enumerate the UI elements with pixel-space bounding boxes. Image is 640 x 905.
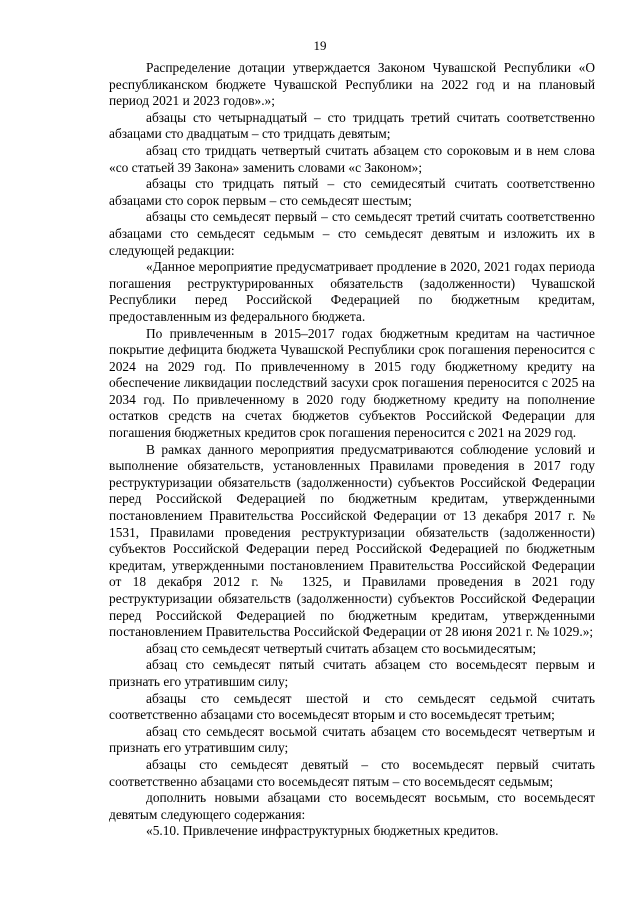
document-body [109,60,595,840]
paragraph: абзацы сто семьдесят шестой и сто семьдесят седьмой считать соответственно абзацами сто восемьдесят вторым и сто восемьдесят третьим; [109,690,595,723]
paragraph: Распределение дотации утверждается Законом Чувашской Республики «О республиканском бюджете Чувашской Республики на 2022 год и на плановый период 2021 и 2023 годов».»; [109,60,595,109]
paragraph: абзац сто семьдесят четвертый считать абзацем сто восьмидесятым; [146,640,537,656]
paragraph: абзац сто семьдесят восьмой считать абзацем сто восемьдесят четвертым и признать его утратившим силу; [109,723,595,756]
paragraph: «5.10. Привлечение инфраструктурных бюджетных кредитов. [146,823,499,839]
paragraph: По привлеченным в 2015–2017 годах бюджетным кредитам на частичное покрытие дефицита бюджета Чувашской Республики срок погашения переносится с 2024 на 2029 год. По привлеченному в 2015 году бюджетному кредиту на обеспечение ликвидации последствий засухи срок погашения переносится с 2025 на 2034 год. По привлеченному в 2020 году бюджетному кредиту на пополнение остатков средств на счетах бюджетов субъектов Российской Федерации для погашения бюджетных кредитов срок погашения переносится с 2021 на 2029 год. [109,325,595,441]
page-number: 19 [313,38,327,53]
paragraph: «Данное мероприятие предусматривает продление в 2020, 2021 годах периода погашения реструктурированных обязательств (задолженности) Чувашской Республики перед Российской Федерацией по бюджетным кредитам, предоставленным из федерального бюджета. [109,259,595,324]
paragraph: дополнить новыми абзацами сто восемьдесят восьмым, сто восемьдесят девятым следующего содержания: [109,790,595,822]
paragraph: абзац сто семьдесят пятый считать абзацем сто восемьдесят первым и признать его утратившим силу; [109,657,595,689]
paragraph: абзацы сто тридцать пятый – сто семидесятый считать соответственно абзацами сто сорок первым – сто семьдесят шестым; [109,176,595,208]
paragraph: абзацы сто семьдесят первый – сто семьдесят третий считать соответственно абзацами сто семьдесят седьмым – сто семьдесят девятым и изложить их в следующей редакции: [109,209,595,258]
paragraph: абзацы сто семьдесят девятый – сто восемьдесят первый считать соответственно абзацами сто восемьдесят пятым – сто восемьдесят седьмым; [109,756,595,789]
paragraph: В рамках данного мероприятия предусматриваются соблюдение условий и выполнение обязательств, установленных Правилами проведения в 2017 году реструктуризации обязательств (задолженности) субъектов Российской Федерации перед Российской Федерацией по бюджетным кредитам, утвержденными постановлением Правительства Российской Федерации от 13 декабря 2017 г. № 1531, Правилами проведения реструктуризации обязательств (задолженности) субъектов Российской Федерации перед Российской Федерацией по бюджетным кредитам, утвержденными постановлением Правительства Российской Федерации от 18 декабря 2012 г. № 1325, и Правилами проведения в 2021 году реструктуризации обязательств (задолженности) субъектов Российской Федерации перед Российской Федерацией по бюджетным кредитам, утвержденными постановлением Правительства Российской Федерации от 28 июня 2021 г. № 1029.»; [109,441,595,640]
paragraph: абзац сто тридцать четвертый считать абзацем сто сороковым и в нем слова «со статьей 39 Закона» заменить словами «с Законом»; [109,142,595,175]
paragraph: абзацы сто четырнадцатый – сто тридцать третий считать соответственно абзацами сто двадцатым – сто тридцать девятым; [109,109,595,142]
